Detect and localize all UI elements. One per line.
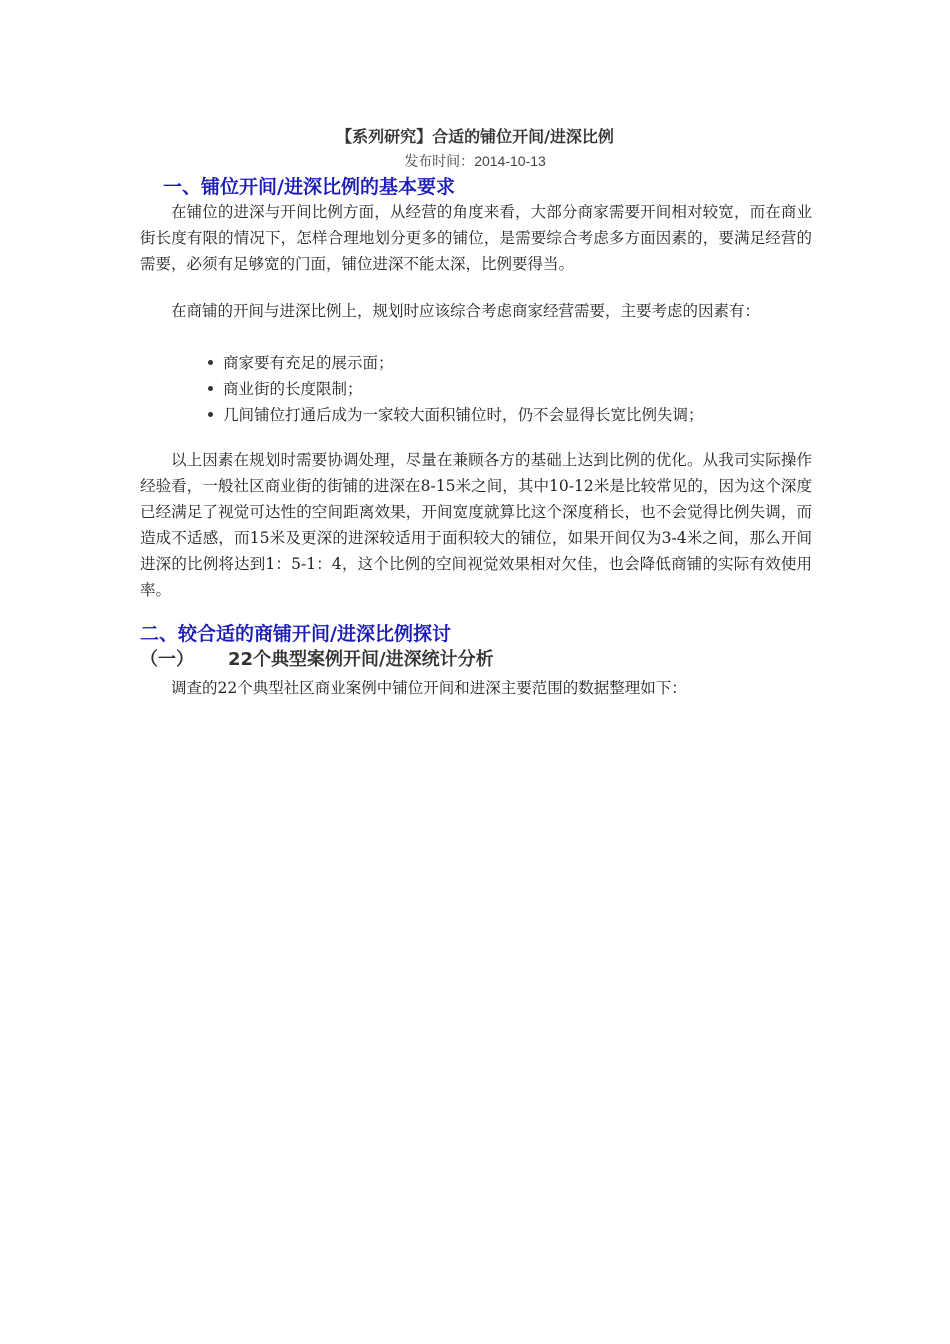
list-item (205, 402, 704, 428)
list-item (205, 350, 704, 376)
list-item (205, 376, 704, 402)
subsection-number: （一） (140, 649, 194, 670)
list-item-text: 几间铺位打通后成为一家较大面积铺位时，仍不会显得长宽比例失调； (223, 406, 704, 424)
list-item-text: 商业街的长度限制； (223, 380, 363, 398)
publish-date (0, 152, 950, 171)
section-2-heading: 二、较合适的商铺开间/进深比例探讨 (140, 623, 451, 645)
article-title: 【系列研究】合适的铺位开间/进深比例 (336, 127, 614, 146)
section-1-heading: 一、铺位开间/进深比例的基本要求 (163, 176, 455, 198)
subsection-heading (140, 648, 494, 672)
factor-list (205, 350, 704, 428)
publish-date-label: 发布时间： (404, 154, 475, 170)
bullet-dot-icon (208, 360, 213, 365)
section-1-paragraph-2: 在商铺的开间与进深比例上，规划时应该综合考虑商家经营需要，主要考虑的因素有： (171, 302, 761, 320)
section-2-paragraph: 调查的22个典型社区商业案例中铺位开间和进深主要范围的数据整理如下： (171, 679, 687, 697)
section-1-closing-paragraph: 以上因素在规划时需要协调处理，尽量在兼顾各方的基础上达到比例的优化。从我司实际操作经验看，一般社区商业街的街铺的进深在8-15米之间，其中10-12米是比较常见的，因为这个深度已经满足了视觉可达性的空间距离效果，开间宽度就算比这个深度稍长，也不会觉得比例失调，而造成不适感，而15米及更深的进深较适用于面积较大的铺位，如果开间仅为3-4米之间，那么开间进深的比例将达到1：5-1：4，这个比例的空间视觉效果相对欠佳，也会降低商铺的实际有效使用率。 (140, 451, 812, 599)
subsection-title: 22个典型案例开间/进深统计分析 (228, 649, 494, 670)
section-1-paragraph-1: 在铺位的进深与开间比例方面，从经营的角度来看，大部分商家需要开间相对较宽，而在商业街长度有限的情况下，怎样合理地划分更多的铺位，是需要综合考虑多方面因素的，要满足经营的需要，必须有足够宽的门面，铺位进深不能太深，比例要得当。 (140, 203, 812, 273)
bullet-dot-icon (208, 386, 213, 391)
list-item-text: 商家要有充足的展示面； (223, 354, 394, 372)
publish-date-value: 2014-10-13 (474, 153, 546, 169)
bullet-dot-icon (208, 412, 213, 417)
